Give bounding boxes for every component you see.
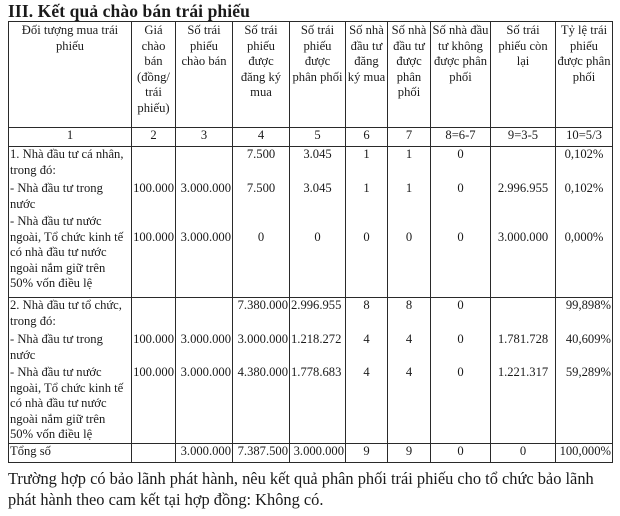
value: 3.000.000 (180, 229, 231, 244)
value: 4 (363, 332, 370, 346)
value: 1 (363, 181, 370, 195)
value: 3.000.000 (180, 365, 231, 379)
investors-allocated-cell (388, 147, 431, 298)
value: 1 (405, 181, 413, 195)
value: 7.500 (246, 181, 276, 195)
row-label: - Nhà đầu tư trong (10, 181, 103, 195)
value: 0 (405, 229, 413, 244)
underwriting-footnote: Trường hợp có bảo lãnh phát hành, nêu kết quả phân phối trái phiếu cho tổ chức bảo lãnh phát hành theo cam kết tại hợp đồng: Không có. (8, 469, 594, 509)
value: 1.781.728 (497, 332, 549, 346)
value: 0 (457, 365, 464, 379)
value: 1 (405, 147, 413, 161)
col-index: 1 (9, 128, 132, 147)
value: 40,609% (565, 332, 611, 346)
col-index: 5 (290, 128, 346, 147)
value: 100.000 (133, 332, 174, 346)
col-index: 10=5/3 (556, 128, 613, 147)
total-price (132, 444, 176, 463)
bonds-registered-cell (233, 298, 290, 444)
row-label: có nhà đầu tư nước (10, 396, 107, 410)
group-individual-investors (9, 147, 613, 298)
row-label: - Nhà đầu tư nước (10, 214, 102, 228)
investors-not-allocated-cell (431, 298, 491, 444)
value: 0 (457, 298, 464, 312)
value: 100.000 (133, 365, 174, 379)
total-allocated: 3.000.000 (290, 444, 346, 463)
value: 0 (457, 229, 464, 244)
group-label (9, 147, 132, 298)
offer-price-cell (132, 147, 176, 298)
col-index: 9=3-5 (491, 128, 556, 147)
bonds-offered-cell (176, 147, 233, 298)
col-index: 6 (346, 128, 388, 147)
bonds-remaining-cell (491, 147, 556, 298)
header-investors-registered: Số nhà đầu tư đăng ký mua (346, 22, 388, 128)
bonds-registered-cell (233, 147, 290, 298)
value: 4 (363, 365, 370, 379)
value: 1 (363, 147, 370, 161)
header-bonds-allocated-text: Số trái phiếu được phân phối (292, 23, 343, 84)
row-label: ngoài nắm giữ trên (10, 260, 106, 275)
header-investor-type: Đối tượng mua trái phiếu (9, 22, 132, 128)
value: 7.380.000 (237, 298, 288, 312)
header-bonds-offered (176, 22, 233, 128)
value: 4 (405, 332, 413, 346)
header-bonds-remaining-text: Số trái phiếu còn lại (498, 23, 548, 68)
value: 0 (257, 229, 265, 244)
col-index: 8=6-7 (431, 128, 491, 147)
value: 0,102% (564, 181, 604, 195)
row-label: ngoài, Tổ chức kinh tế (10, 229, 124, 244)
bonds-allocated-cell (290, 298, 346, 444)
col-index: 4 (233, 128, 290, 147)
section-title: III. Kết quả chào bán trái phiếu (8, 1, 250, 21)
total-offered: 3.000.000 (176, 444, 233, 463)
bonds-offered-cell (176, 298, 233, 444)
group-subtitle: trong đó: (10, 162, 56, 177)
row-label: có nhà đầu tư nước (10, 245, 107, 259)
row-label: - Nhà đầu tư trong (10, 332, 103, 346)
header-bonds-registered (233, 22, 290, 128)
row-label: nước (10, 196, 36, 211)
header-investors-not-allocated-text: Số nhà đầu tư không được phân phối (432, 23, 489, 84)
value: 0,000% (564, 229, 604, 244)
col-index: 2 (132, 128, 176, 147)
header-allocation-ratio: Tỷ lệ trái phiếu được phân phối (556, 22, 613, 128)
value: 1.778.683 (291, 365, 342, 379)
header-bonds-registered-text: Số trái phiếu được đăng ký mua (240, 23, 282, 99)
row-label: ngoài, Tổ chức kinh tế (10, 380, 124, 395)
value: 100.000 (133, 181, 174, 195)
value: 4 (405, 365, 413, 379)
value: 0 (457, 147, 464, 161)
column-index-row (9, 128, 613, 147)
value: 100.000 (133, 229, 174, 244)
header-investors-not-allocated (431, 22, 491, 128)
total-ratio: 100,000% (556, 444, 613, 463)
allocation-ratio-cell (556, 298, 613, 444)
value: 1.221.317 (497, 365, 549, 379)
value: 3.000.000 (180, 332, 231, 346)
value: 3.045 (303, 147, 332, 161)
value: 1.218.272 (291, 332, 342, 346)
value: 59,289% (565, 365, 611, 379)
row-label: nước (10, 347, 36, 362)
header-bonds-offered-text: Số trái phiếu chào bán (181, 23, 227, 68)
investors-registered-cell (346, 147, 388, 298)
value: 99,898% (565, 298, 611, 312)
header-investors-allocated (388, 22, 431, 128)
header-row (9, 22, 613, 128)
value: 3.000.000 (497, 229, 549, 244)
bonds-remaining-cell (491, 298, 556, 444)
value: 7.500 (246, 147, 276, 161)
total-label: Tổng số (9, 444, 132, 463)
header-offer-price (132, 22, 176, 128)
value: 3.000.000 (237, 332, 288, 346)
group-label (9, 298, 132, 444)
row-label: 50% vốn điều lệ (10, 427, 93, 441)
group-title: 1. Nhà đầu tư cá nhân, (10, 147, 124, 161)
allocation-ratio-cell (556, 147, 613, 298)
value: 8 (363, 298, 370, 312)
row-label: ngoài nắm giữ trên (10, 411, 106, 426)
value: 0,102% (564, 147, 604, 161)
total-row (9, 444, 613, 463)
total-registered: 7.387.500 (233, 444, 290, 463)
value: 8 (405, 298, 413, 312)
total-investors-allocated: 9 (388, 444, 431, 463)
investors-registered-cell (346, 298, 388, 444)
total-investors-registered: 9 (346, 444, 388, 463)
bond-offering-results-table (8, 21, 613, 463)
value: 2.996.955 (291, 298, 342, 312)
value: 0 (457, 332, 464, 346)
value: 4.380.000 (237, 365, 288, 379)
value: 2.996.955 (497, 181, 549, 195)
total-investors-not-allocated: 0 (431, 444, 491, 463)
col-index: 3 (176, 128, 233, 147)
investors-not-allocated-cell (431, 147, 491, 298)
total-remaining: 0 (491, 444, 556, 463)
header-investors-allocated-text: Số nhà đầu tư được phân phối (391, 23, 427, 99)
value: 3.045 (303, 181, 332, 195)
bonds-allocated-cell (290, 147, 346, 298)
header-bonds-remaining (491, 22, 556, 128)
value: 0 (457, 181, 464, 195)
group-subtitle: trong đó: (10, 313, 56, 328)
offer-price-cell (132, 298, 176, 444)
investors-allocated-cell (388, 298, 431, 444)
header-bonds-allocated (290, 22, 346, 128)
group-title: 2. Nhà đầu tư tổ chức, (10, 298, 122, 312)
group-institutional-investors (9, 298, 613, 444)
value: 0 (314, 229, 321, 244)
header-offer-price-text: Giá chào bán (đồng/ trái phiếu) (137, 23, 170, 115)
value: 3.000.000 (180, 181, 231, 195)
value: 0 (363, 229, 370, 244)
col-index: 7 (388, 128, 431, 147)
row-label: 50% vốn điều lệ (10, 276, 93, 290)
row-label: - Nhà đầu tư nước (10, 365, 102, 379)
